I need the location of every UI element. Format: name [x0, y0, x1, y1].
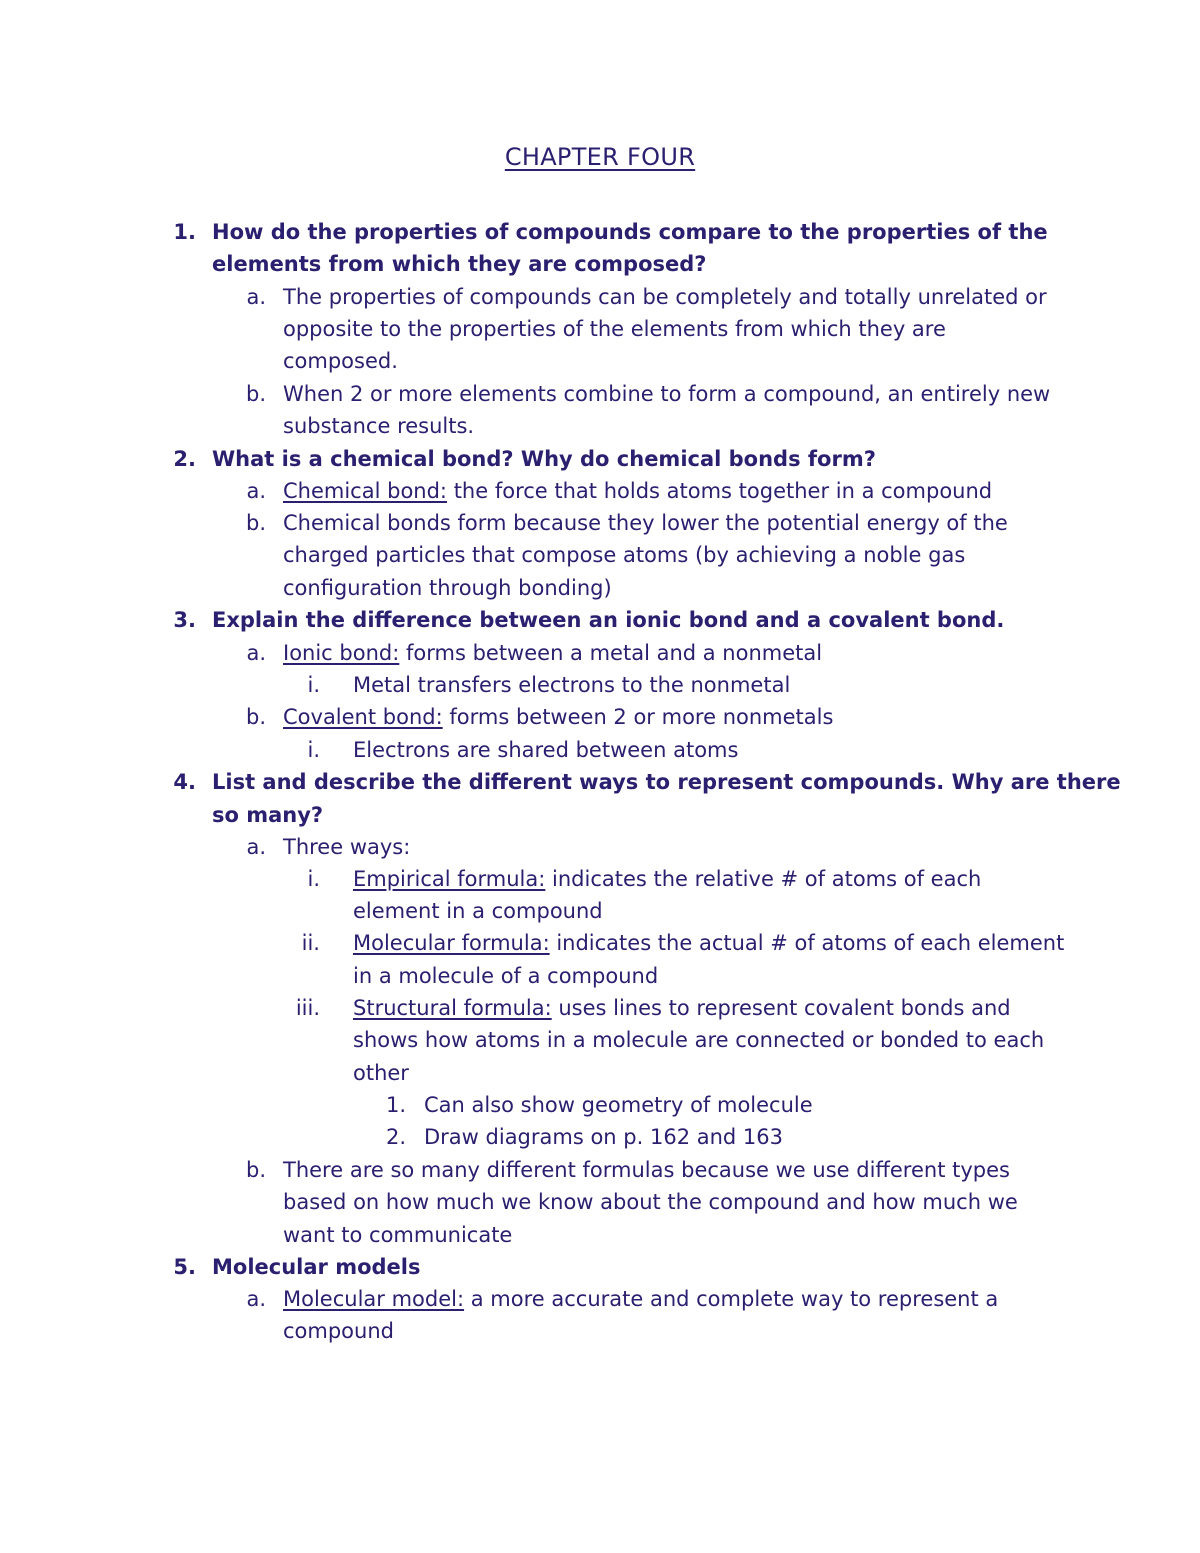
answer-text: The properties of compounds can be completely and totally unrelated or — [283, 285, 1047, 309]
question-number: 3. — [173, 608, 196, 632]
item-marker: 1. — [385, 1093, 406, 1117]
definition-text: the force that holds atoms together in a compound — [447, 479, 993, 503]
item-marker: ii. — [301, 931, 320, 955]
term-ionic-bond: Ionic bond: — [283, 641, 400, 665]
answer-text: element in a compound — [353, 899, 603, 923]
definition-text: forms between 2 or more nonmetals — [442, 705, 834, 729]
question-4-text: so many? — [212, 803, 324, 827]
definition-text: uses lines to represent covalent bonds and — [551, 996, 1011, 1020]
answer-text: shows how atoms in a molecule are connected or bonded to each — [353, 1028, 1045, 1052]
answer-text: substance results. — [283, 414, 475, 438]
item-marker: a. — [246, 479, 266, 503]
definition-line — [283, 701, 833, 733]
question-number: 1. — [173, 220, 196, 244]
question-number: 2. — [173, 447, 196, 471]
term-structural-formula: Structural formula: — [353, 996, 552, 1020]
term-molecular-model: Molecular model: — [283, 1287, 465, 1311]
answer-text: Draw diagrams on p. 162 and 163 — [424, 1125, 783, 1149]
item-marker: b. — [245, 1158, 266, 1182]
answer-text: composed. — [283, 349, 398, 373]
answer-text: compound — [283, 1319, 394, 1343]
question-1-text: How do the properties of compounds compare to the properties of the — [212, 220, 1048, 244]
definition-line — [283, 1283, 998, 1315]
answer-text: opposite to the properties of the elements from which they are — [283, 317, 946, 341]
answer-text: charged particles that compose atoms (by achieving a noble gas — [283, 543, 966, 567]
answer-text: in a molecule of a compound — [353, 964, 659, 988]
answer-text: want to communicate — [283, 1223, 513, 1247]
definition-text: indicates the actual # of atoms of each element — [549, 931, 1065, 955]
page-title: CHAPTER FOUR — [504, 143, 696, 171]
item-marker: iii. — [295, 996, 320, 1020]
item-marker: i. — [307, 867, 320, 891]
answer-text: Three ways: — [283, 835, 411, 859]
answer-text: Electrons are shared between atoms — [353, 738, 739, 762]
item-marker: a. — [246, 285, 266, 309]
question-number: 5. — [173, 1255, 196, 1279]
item-marker: a. — [246, 1287, 266, 1311]
term-covalent-bond: Covalent bond: — [283, 705, 443, 729]
question-5-text: Molecular models — [212, 1255, 421, 1279]
answer-text: other — [353, 1061, 409, 1085]
item-marker: b. — [245, 511, 266, 535]
item-marker: a. — [246, 835, 266, 859]
answer-text: There are so many different formulas because we use different types — [283, 1158, 1010, 1182]
definition-line — [353, 927, 1064, 959]
item-marker: i. — [307, 738, 320, 762]
answer-text: Chemical bonds form because they lower the potential energy of the — [283, 511, 1008, 535]
question-number: 4. — [173, 770, 196, 794]
item-marker: a. — [246, 641, 266, 665]
item-marker: b. — [245, 705, 266, 729]
definition-text: a more accurate and complete way to represent a — [464, 1287, 999, 1311]
definition-text: forms between a metal and a nonmetal — [399, 641, 823, 665]
question-4-text: List and describe the different ways to represent compounds. Why are there — [212, 770, 1121, 794]
question-3-text: Explain the difference between an ionic bond and a covalent bond. — [212, 608, 1005, 632]
answer-text: When 2 or more elements combine to form a compound, an entirely new — [283, 382, 1051, 406]
definition-line — [283, 475, 992, 507]
answer-text: Can also show geometry of molecule — [424, 1093, 813, 1117]
definition-text: indicates the relative # of atoms of each — [545, 867, 982, 891]
definition-line — [283, 637, 822, 669]
answer-text: Metal transfers electrons to the nonmetal — [353, 673, 791, 697]
definition-line — [353, 863, 981, 895]
answer-text: configuration through bonding) — [283, 576, 612, 600]
term-empirical-formula: Empirical formula: — [353, 867, 546, 891]
question-1-text: elements from which they are composed? — [212, 252, 707, 276]
item-marker: b. — [245, 382, 266, 406]
definition-line — [353, 992, 1011, 1024]
term-chemical-bond: Chemical bond: — [283, 479, 448, 503]
question-2-text: What is a chemical bond? Why do chemical bonds form? — [212, 447, 876, 471]
item-marker: i. — [307, 673, 320, 697]
item-marker: 2. — [385, 1125, 406, 1149]
term-molecular-formula: Molecular formula: — [353, 931, 550, 955]
answer-text: based on how much we know about the compound and how much we — [283, 1190, 1018, 1214]
